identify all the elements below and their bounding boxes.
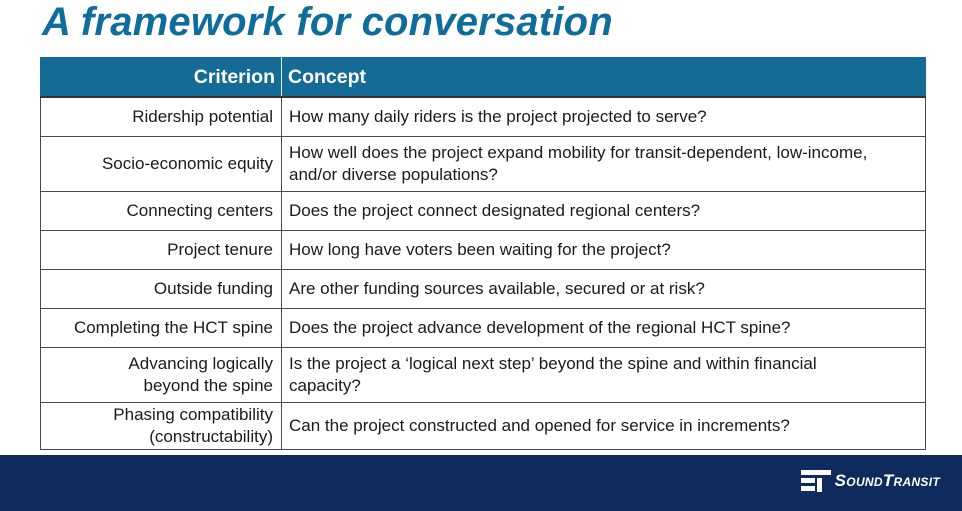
criteria-table	[40, 57, 926, 450]
column-header-concept: Concept	[282, 58, 926, 98]
concept-cell: Can the project constructed and opened for service in increments?	[282, 402, 926, 449]
table-row	[41, 97, 926, 136]
concept-cell: How many daily riders is the project projected to serve?	[282, 97, 926, 136]
slide-title: A framework for conversation	[42, 0, 613, 44]
footer-bar	[0, 455, 962, 511]
concept-cell: How long have voters been waiting for the project?	[282, 230, 926, 269]
criterion-cell: Project tenure	[41, 230, 282, 269]
table-row	[41, 136, 926, 191]
concept-cell: Are other funding sources available, secured or at risk?	[282, 269, 926, 308]
concept-cell: Is the project a ‘logical next step’ beyond the spine and within financial capacity?	[282, 347, 926, 402]
column-header-criterion: Criterion	[41, 58, 282, 98]
concept-cell: How well does the project expand mobility for transit-dependent, low-income, and/or diverse populations?	[282, 136, 926, 191]
table-row	[41, 191, 926, 230]
criterion-cell: Completing the HCT spine	[41, 308, 282, 347]
table-row	[41, 402, 926, 449]
table-row	[41, 269, 926, 308]
criterion-cell: Socio-economic equity	[41, 136, 282, 191]
criterion-cell: Outside funding	[41, 269, 282, 308]
criterion-cell: Ridership potential	[41, 97, 282, 136]
brand-name: SoundTransit	[834, 471, 940, 490]
concept-cell: Does the project advance development of the regional HCT spine?	[282, 308, 926, 347]
table-row	[41, 308, 926, 347]
criterion-cell: Advancing logically beyond the spine	[41, 347, 282, 402]
criterion-cell: Connecting centers	[41, 191, 282, 230]
concept-cell: Does the project connect designated regional centers?	[282, 191, 926, 230]
table-header-row	[41, 58, 926, 98]
brand	[801, 469, 940, 493]
sound-transit-logo-icon	[801, 469, 831, 493]
criterion-cell: Phasing compatibility (constructability)	[41, 402, 282, 449]
table-row	[41, 230, 926, 269]
table-row	[41, 347, 926, 402]
